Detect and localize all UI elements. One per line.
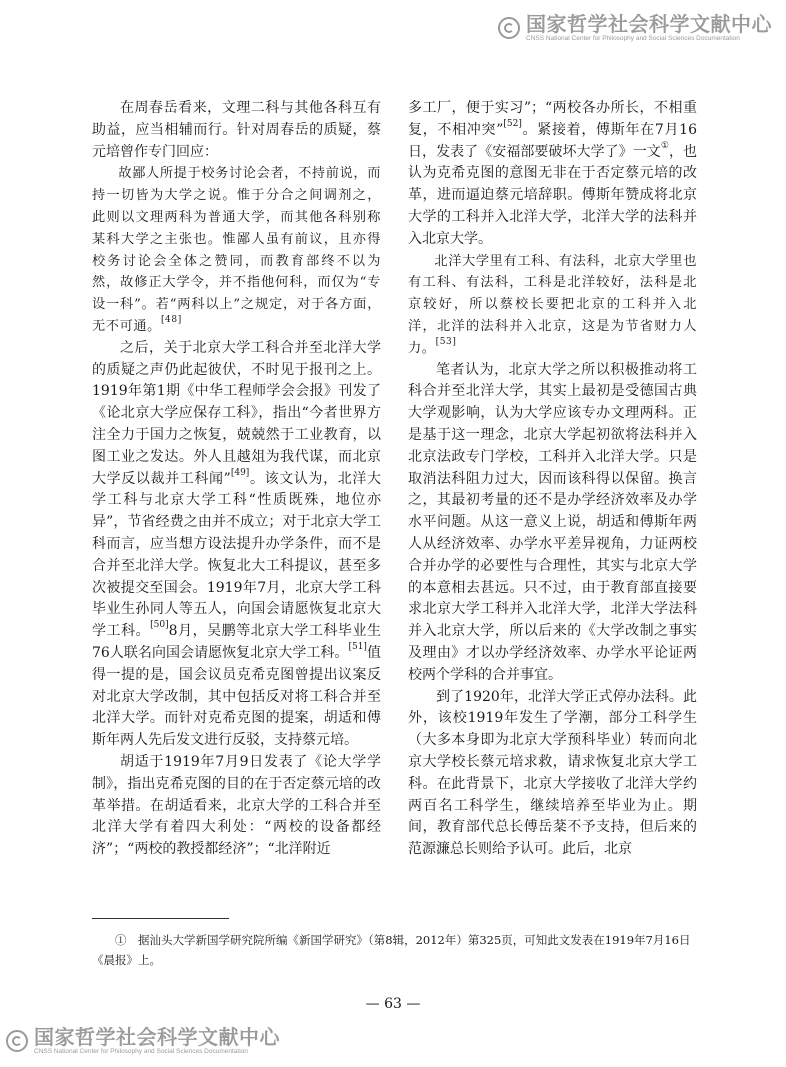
citation-ref: [50] bbox=[150, 620, 169, 631]
page-number: — 63 — bbox=[365, 996, 421, 1012]
footnote-divider bbox=[92, 918, 229, 919]
citation-ref: [51] bbox=[348, 641, 367, 652]
paragraph: 笔者认为，北京大学之所以积极推动将工科合并至北洋大学，其实上最初是受德国古典大学观影响，认为大学应该专办文理两科。正是基于这一理念，北京大学起初欲将法科并入北京法政专门学校，工科并入北洋大学。只是取消法科阻力过大，因而该科得以保留。换言之，其最初考量的还不是办学经济效率及办学水平问题。从这一意义上说，胡适和傅斯年两人从经济效率、办学水平差异视角，力证两校合并办学的必要性与合理性，其实与北京大学的本意相去甚远。只不过，由于教育部直接要求北京大学工科并入北洋大学，北洋大学法科并入北京大学，所以后来的《大学改制之事实及理由》才以办学经济效率、办学水平论证两校两个学科的合并事宜。 bbox=[408, 361, 697, 683]
citation-ref: [48] bbox=[160, 314, 182, 325]
citation-ref: [52] bbox=[503, 118, 522, 129]
paragraph-text: ，也认为克希克图的意图无非在于否定蔡元培的改革，进而逼迫蔡元培辞职。傅斯年赞成将北京大学的工科并入北洋大学，北洋大学的法科并入北京大学。 bbox=[408, 143, 698, 247]
paragraph-text: 值得一提的是，国会议员克希克图曾提出议案反对北京大学改制，其中包括反对将工科合并至北洋大学。而针对克希克图的提案，胡适和傅斯年两人先后发文进行反驳，支持蔡元培。 bbox=[92, 644, 381, 749]
logo-cn-text: 国家哲学社会科学文献中心 bbox=[34, 1024, 280, 1049]
ncpssd-logo-top bbox=[498, 14, 772, 43]
paragraph: 在周春岳看来，文理二科与其他各科互有助益，应当相辅而行。针对周春岳的质疑，蔡元培曾作专门回应： bbox=[92, 100, 381, 160]
footnote-marker: ① bbox=[660, 140, 669, 151]
footnote: ① 据汕头大学新国学研究院所编《新国学研究》（第8辑，2012年）第325页，可知此文发表在1919年7月16日《晨报》上。 bbox=[92, 933, 691, 967]
paragraph-text: 。紧接着，傅斯年在7月16日，发表了《安福部要破坏大学了》一文 bbox=[408, 121, 697, 160]
ncpssd-logo-icon bbox=[498, 17, 520, 39]
citation-ref: [53] bbox=[435, 336, 457, 347]
paragraph: 到了1920年，北洋大学正式停办法科。此外，该校1919年发生了学潮，部分工科学生（大多本身即为北京大学预科毕业）转而向北京大学校长蔡元培求救，请求恢复北京大学工科。在此背景下，北京大学接收了北洋大学约两百名工科学生，继续培养至毕业为止。期间，教育部代总长傅岳棻不予支持，但后来的范源濂总长则给予认可。此后，北京 bbox=[408, 688, 697, 858]
logo-en-text: CNSS National Center for Philosophy and Social Sciences Documentation bbox=[34, 1047, 248, 1055]
quote-text: 北洋大学里有工科、有法科，北京大学里也有工科、有法科，工科是北洋较好，法科是北京较好，所以蔡校长要把北京的工科并入北洋，北洋的法科并入北京，这是为节省财力人力。 bbox=[408, 253, 697, 356]
paragraph: 胡适于1919年7月9日发表了《论大学学制》，指出克希克图的目的在于否定蔡元培的改革举措。在胡适看来，北京大学的工科合并至北洋大学有着四大利处：“两校的设备都经济”；“两校的教授都经济”；“北洋附近 bbox=[92, 753, 381, 858]
paragraph-text: 8月，吴鹏等北京大学工科毕业生76人联名向国会请愿恢复北京大学工科。 bbox=[92, 623, 381, 661]
quote-text: 故鄙人所提于校务讨论会者，不持前说，而持一切皆为大学之说。惟于分合之间调剂之，此则以文理两科为普通大学，而其他各科别称某科大学之主张也。惟鄙人虽有前议，且亦得校务讨论会全体之赞同，而教育部终不以为然，故修正大学令，并不指他何科，而仅为“专设一科”。若“两科以上”之规定，对于各方面，无不可通。 bbox=[92, 166, 381, 334]
block-quote bbox=[92, 163, 381, 337]
paragraph-text: 之后，关于北京大学工科合并至北洋大学的质疑之声仍此起彼伏，不时见于报刊之上。1919年第1期《中华工程师学会会报》刊发了《论北京大学应保存工科》，指出“今者世界方注全力于国力之恢复，兢兢然于工业教育，以图工业之发达。外人且越俎为我代谋，而北京大学反以裁并工科闻” bbox=[92, 339, 381, 487]
logo-en-text: CNSS National Center for Philosophy and Social Sciences Documentation bbox=[526, 35, 740, 42]
paragraph bbox=[408, 98, 697, 251]
paragraph bbox=[92, 338, 381, 752]
block-quote bbox=[408, 251, 697, 360]
ncpssd-logo-bottom bbox=[6, 1024, 280, 1056]
paragraph-text: 多工厂，便于实习”；“两校各办所长，不相重复，不相冲突” bbox=[408, 100, 697, 138]
ncpssd-logo-icon bbox=[6, 1030, 28, 1052]
left-column bbox=[92, 98, 381, 861]
citation-ref: [49] bbox=[230, 467, 250, 478]
paragraph-text: 。该文认为，北洋大学工科与北京大学工科“性质既殊，地位亦异”，节省经费之由并不成立；对于北京大学工科而言，应当想方设法提升办学条件，而不是合并至北洋大学。恢复北大工科提议，甚至多次被提交至国会。1919年7月，北京大学工科毕业生孙同人等五人，向国会请愿恢复北京大学工科。 bbox=[92, 470, 381, 640]
right-column bbox=[408, 98, 697, 861]
logo-cn-text: 国家哲学社会科学文献中心 bbox=[526, 12, 772, 36]
